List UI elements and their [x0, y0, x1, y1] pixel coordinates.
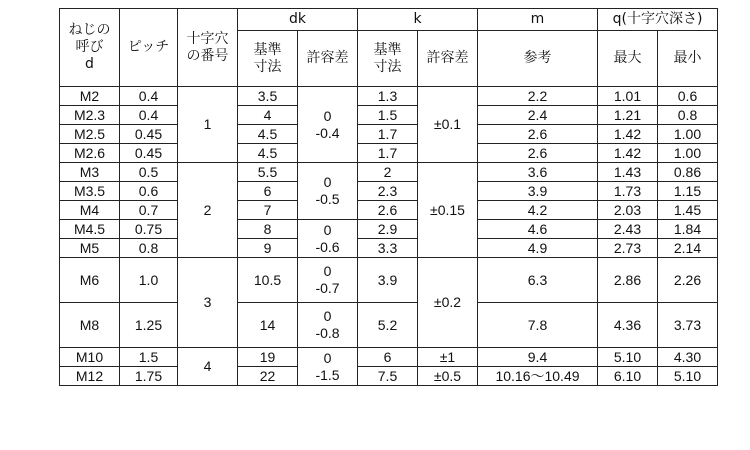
pitch: 0.6 — [120, 182, 178, 201]
q-min: 2.26 — [658, 258, 718, 303]
dk-tolerance: 0 -0.8 — [298, 303, 358, 348]
recess-number: 4 — [178, 348, 238, 386]
dk-tolerance-header: 許容差 — [298, 31, 358, 87]
m-header: m — [478, 9, 598, 31]
q-header: q(十字穴深さ) — [598, 9, 718, 31]
dk-tolerance: 0 -0.6 — [298, 220, 358, 258]
m-value: 3.6 — [478, 163, 598, 182]
pitch: 0.75 — [120, 220, 178, 239]
dk-tolerance: 0 -1.5 — [298, 348, 358, 386]
recess-number: 2 — [178, 163, 238, 258]
m-value: 4.9 — [478, 239, 598, 258]
m-value: 4.2 — [478, 201, 598, 220]
table-row — [60, 144, 718, 163]
q-max: 1.43 — [598, 163, 658, 182]
k-value: 6 — [358, 348, 418, 367]
dk-value: 19 — [238, 348, 298, 367]
table-row — [60, 348, 718, 367]
m-value: 2.4 — [478, 106, 598, 125]
nominal-header: ねじの 呼び d — [60, 9, 120, 87]
recess-number: 3 — [178, 258, 238, 348]
recess-number: 1 — [178, 87, 238, 163]
q-min-header: 最小 — [658, 31, 718, 87]
pitch: 0.5 — [120, 163, 178, 182]
q-min: 1.00 — [658, 144, 718, 163]
dk-value: 9 — [238, 239, 298, 258]
dk-value: 8 — [238, 220, 298, 239]
table-row — [60, 125, 718, 144]
q-min: 1.15 — [658, 182, 718, 201]
table-row — [60, 163, 718, 182]
pitch: 0.7 — [120, 201, 178, 220]
thread-size: M2 — [60, 87, 120, 106]
dk-value: 4.5 — [238, 125, 298, 144]
k-value: 2 — [358, 163, 418, 182]
q-max: 4.36 — [598, 303, 658, 348]
dk-standard-header: 基準 寸法 — [238, 31, 298, 87]
q-max: 1.42 — [598, 144, 658, 163]
thread-size: M10 — [60, 348, 120, 367]
k-tolerance: ±0.5 — [418, 367, 478, 386]
q-max: 1.21 — [598, 106, 658, 125]
thread-size: M4 — [60, 201, 120, 220]
thread-size: M3.5 — [60, 182, 120, 201]
m-value: 2.6 — [478, 144, 598, 163]
q-max: 2.03 — [598, 201, 658, 220]
m-value: 10.16～10.49 — [478, 367, 598, 386]
dk-value: 14 — [238, 303, 298, 348]
q-min: 1.00 — [658, 125, 718, 144]
pitch: 1.5 — [120, 348, 178, 367]
pitch-header: ピッチ — [120, 9, 178, 87]
table-row — [60, 87, 718, 106]
k-value: 1.3 — [358, 87, 418, 106]
dk-value: 3.5 — [238, 87, 298, 106]
q-min: 1.84 — [658, 220, 718, 239]
q-max: 6.10 — [598, 367, 658, 386]
pitch: 1.75 — [120, 367, 178, 386]
k-tolerance: ±1 — [418, 348, 478, 367]
dk-tolerance: 0 -0.4 — [298, 87, 358, 163]
q-min: 5.10 — [658, 367, 718, 386]
table-row — [60, 201, 718, 220]
pitch: 0.4 — [120, 87, 178, 106]
q-max: 1.73 — [598, 182, 658, 201]
k-value: 1.7 — [358, 144, 418, 163]
dk-value: 6 — [238, 182, 298, 201]
q-min: 0.86 — [658, 163, 718, 182]
dk-tolerance: 0 -0.5 — [298, 163, 358, 220]
q-max: 2.86 — [598, 258, 658, 303]
pitch: 0.8 — [120, 239, 178, 258]
k-value: 5.2 — [358, 303, 418, 348]
m-reference-header: 参考 — [478, 31, 598, 87]
screw-dimension-table — [59, 8, 718, 386]
dk-value: 4.5 — [238, 144, 298, 163]
k-value: 7.5 — [358, 367, 418, 386]
thread-size: M2.5 — [60, 125, 120, 144]
thread-size: M3 — [60, 163, 120, 182]
thread-size: M2.3 — [60, 106, 120, 125]
k-value: 1.7 — [358, 125, 418, 144]
dk-tolerance: 0 -0.7 — [298, 258, 358, 303]
dk-value: 7 — [238, 201, 298, 220]
k-tolerance: ±0.1 — [418, 87, 478, 163]
table-row — [60, 220, 718, 239]
k-value: 2.3 — [358, 182, 418, 201]
dk-value: 10.5 — [238, 258, 298, 303]
m-value: 4.6 — [478, 220, 598, 239]
k-tolerance: ±0.2 — [418, 258, 478, 348]
q-max-header: 最大 — [598, 31, 658, 87]
dk-value: 4 — [238, 106, 298, 125]
q-min: 1.45 — [658, 201, 718, 220]
k-value: 2.9 — [358, 220, 418, 239]
q-min: 3.73 — [658, 303, 718, 348]
thread-size: M12 — [60, 367, 120, 386]
pitch: 1.25 — [120, 303, 178, 348]
pitch: 0.4 — [120, 106, 178, 125]
k-value: 1.5 — [358, 106, 418, 125]
thread-size: M5 — [60, 239, 120, 258]
q-max: 2.43 — [598, 220, 658, 239]
thread-size: M4.5 — [60, 220, 120, 239]
thread-size: M6 — [60, 258, 120, 303]
k-value: 2.6 — [358, 201, 418, 220]
q-min: 0.8 — [658, 106, 718, 125]
table-row — [60, 239, 718, 258]
table-row — [60, 258, 718, 303]
k-tolerance-header: 許容差 — [418, 31, 478, 87]
dk-header: dk — [238, 9, 358, 31]
m-value: 2.6 — [478, 125, 598, 144]
thread-size: M2.6 — [60, 144, 120, 163]
pitch: 0.45 — [120, 125, 178, 144]
q-min: 2.14 — [658, 239, 718, 258]
header-row-1 — [60, 9, 718, 31]
k-value: 3.3 — [358, 239, 418, 258]
thread-size: M8 — [60, 303, 120, 348]
pitch: 1.0 — [120, 258, 178, 303]
pitch: 0.45 — [120, 144, 178, 163]
k-value: 3.9 — [358, 258, 418, 303]
dk-value: 5.5 — [238, 163, 298, 182]
q-max: 1.01 — [598, 87, 658, 106]
q-max: 2.73 — [598, 239, 658, 258]
table-row — [60, 106, 718, 125]
table-row — [60, 303, 718, 348]
m-value: 6.3 — [478, 258, 598, 303]
cross-recess-header: 十字穴 の番号 — [178, 9, 238, 87]
dk-value: 22 — [238, 367, 298, 386]
k-tolerance: ±0.15 — [418, 163, 478, 258]
q-min: 4.30 — [658, 348, 718, 367]
k-header: k — [358, 9, 478, 31]
m-value: 2.2 — [478, 87, 598, 106]
table-row — [60, 367, 718, 386]
m-value: 9.4 — [478, 348, 598, 367]
q-max: 5.10 — [598, 348, 658, 367]
m-value: 3.9 — [478, 182, 598, 201]
k-standard-header: 基準 寸法 — [358, 31, 418, 87]
q-max: 1.42 — [598, 125, 658, 144]
q-min: 0.6 — [658, 87, 718, 106]
table-row — [60, 182, 718, 201]
m-value: 7.8 — [478, 303, 598, 348]
